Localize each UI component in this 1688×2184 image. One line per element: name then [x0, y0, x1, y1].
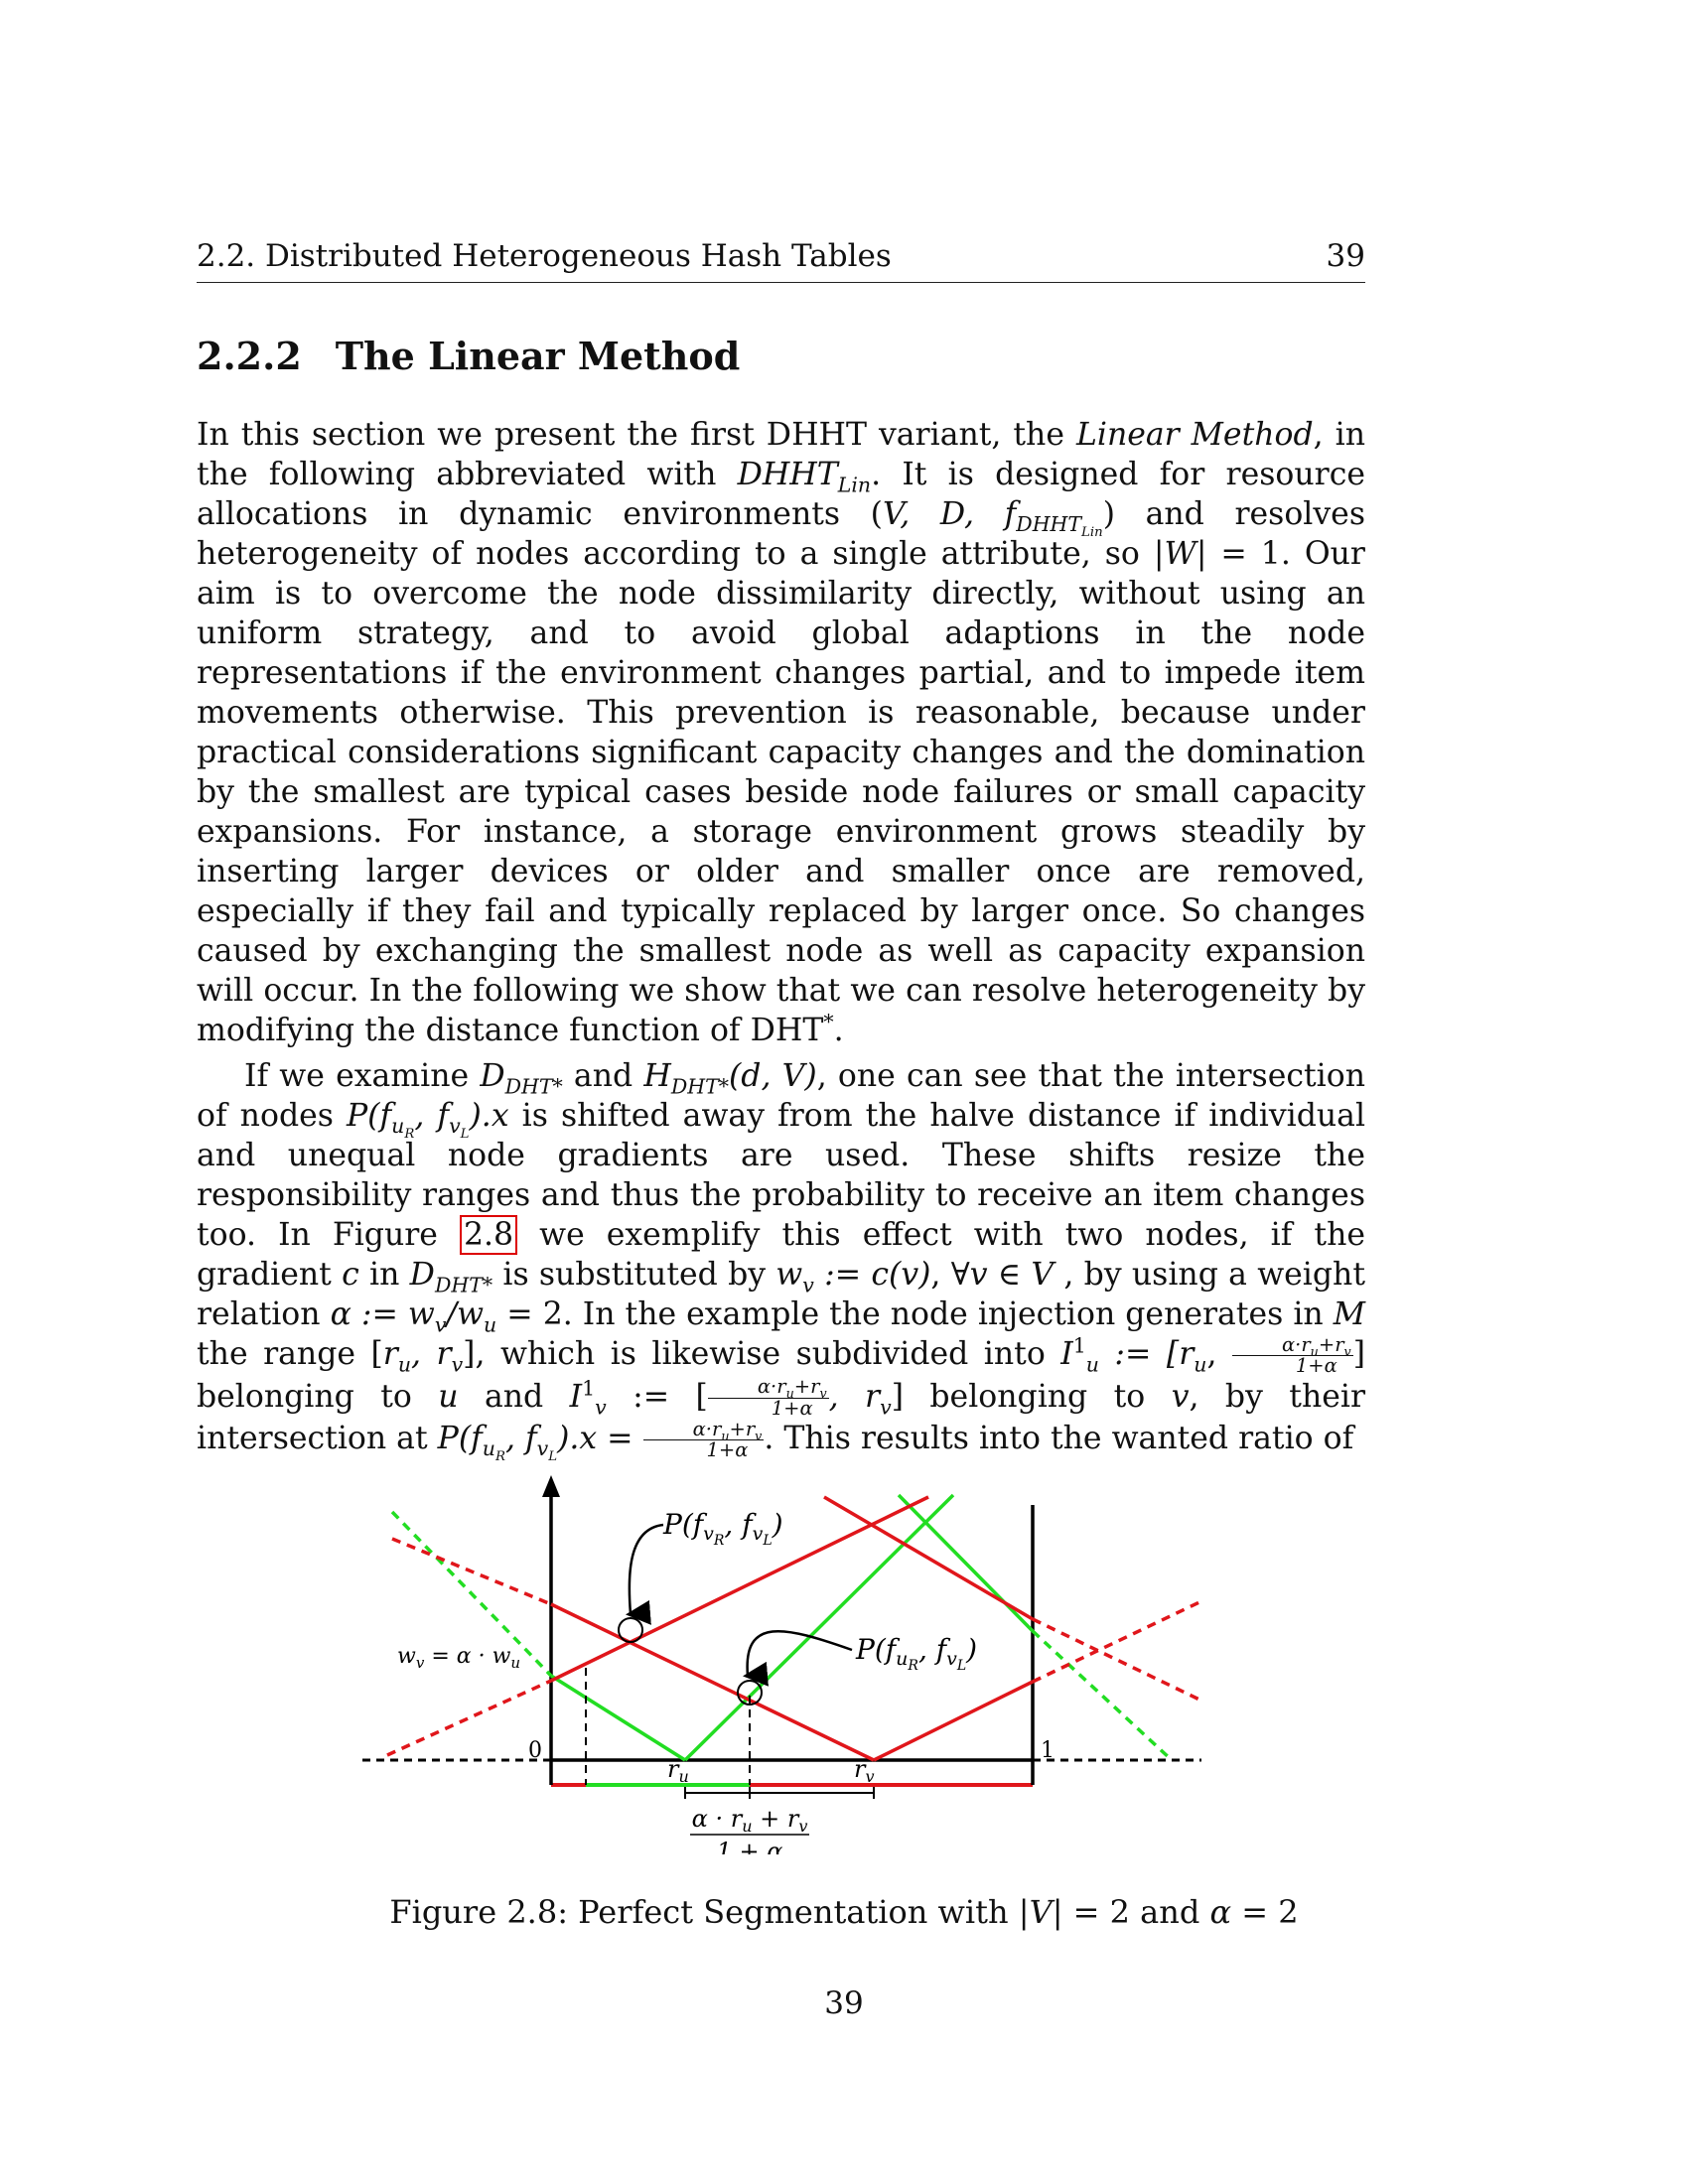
red-dashed-right-lower — [1033, 1619, 1201, 1701]
red-dashed-right-upper — [1033, 1601, 1201, 1682]
intersection-vR-vL — [619, 1618, 642, 1642]
y-axis-arrow-icon — [542, 1475, 560, 1497]
paragraph-1: In this section we present the first DHHT variant, the Linear Method, in the following abbreviated with $DHHT_{Lin}$. It is designed for resource allocations in dynamic environments (V, D, $f_{DHHT_{Lin}}$) and resolves heterogeneity of nodes according to a single attribute, so |W| = 1. Our aim is to overcome the node dissimilarity directly, without using an uniform strategy, and to avoid global adaptions in the node representations if the environment changes partial, and to impede item movements otherwise. This prevention is reasonable, because under practical considerations significant capacity changes and the domination by the smallest are typical cases beside node failures or small capacity expansions. For instance, a storage environment grows steadily by inserting larger devices or older and smaller once are removed, especially if they fail and typically replaced by larger once. So changes caused by exchanging the smallest node as well as capacity expansion will occur. In the following we show that we can resolve heterogeneity by modifying the distance function of DHT*. — [197, 417, 1365, 1048]
figure-caption: Figure 2.8: Perfect Segmentation with |V| = 2 and α = 2 — [389, 1893, 1299, 1931]
figure-2-8 — [348, 1457, 1221, 1854]
fraction-numerator: $\alpha \cdot r_u + r_v$ — [691, 1805, 808, 1836]
running-header — [197, 238, 1365, 283]
red-dashed-left-lower — [387, 1681, 551, 1755]
green-line-v-right — [899, 1495, 1033, 1631]
body-text — [197, 415, 1366, 1465]
label-P-vR-vL: $P(f_vR$, $f_vL$) — [663, 1508, 783, 1549]
pointer-right — [748, 1631, 852, 1676]
red-line-v-right — [874, 1682, 1033, 1760]
tick-one: 1 — [1041, 1738, 1055, 1763]
tick-zero: 0 — [528, 1738, 542, 1763]
footer-page-number: 39 — [824, 1985, 864, 2021]
figure-reference-link[interactable]: 2.8 — [460, 1215, 517, 1255]
paragraph-2: If we examine $D_{DHT*}$ and $H_{DHT*}(d$, V), one can see that the intersection of nodes $P(f_{u_R}$, $f_{v_L}).x$ is shifted away from the halve distance if individual and unequal node gradients are used. These shifts resize the responsibility ranges and thus the probability to receive an item changes too. In Figure 2.8 we exemplify this effect with two nodes, if the gradient c in $D_{DHT*}$ is substituted by $w_v$ := c(v), ∀v ∈ V , by using a weight relation α := $w_v/w_u = 2$. In the example the node injection generates in M the range [$r_u$, $r_v$], which is likewise subdivided into $I^1_u$ := [$r_u$, $\frac{\alpha\cdot r_u+r_v}{1+\alpha}$ ] belonging to u and $I^1_v$ := [ $\frac{\alpha\cdot r_u+r_v}{1+\alpha}$ , $r_v$] belonging to v, by their intersection at $P(f_{u_R}$, $f_{v_L}).x$ = $\frac{\alpha\cdot r_u+r_v}{1+\alpha}$ . This results into the wanted ratio of — [197, 1058, 1366, 1465]
section-heading: The Linear Method — [335, 334, 741, 378]
pointer-top — [630, 1525, 663, 1614]
label-P-uR-vL: $P(f_uR$, $f_vL$) — [856, 1633, 978, 1674]
label-rv: $r_v$ — [854, 1755, 875, 1786]
inline-fraction-3: $\frac{\alpha\cdot r_u+r_v}{1+\alpha}$ — [643, 1420, 765, 1461]
red-line-v-top — [824, 1497, 1033, 1619]
fraction-denominator: 1 + α — [716, 1838, 783, 1854]
inline-fraction-1: $\frac{\alpha\cdot r_u+r_v}{1+\alpha}$ — [1232, 1335, 1353, 1377]
section-number: 2.2.2 — [197, 334, 302, 378]
inline-fraction-2: $\frac{\alpha\cdot r_u+r_v}{1+\alpha}$ — [708, 1377, 829, 1419]
red-line-u-left — [551, 1604, 874, 1760]
running-title: 2.2. Distributed Heterogeneous Hash Tables — [197, 238, 892, 274]
section-title — [197, 334, 740, 378]
weight-relation-label: $w_v = \alpha \cdot w_u$ — [397, 1644, 521, 1672]
segmentation-diagram — [348, 1457, 1221, 1854]
label-ru: $r_u$ — [667, 1755, 689, 1786]
green-line-u-left — [551, 1676, 685, 1760]
header-page-number: 39 — [1326, 238, 1365, 274]
